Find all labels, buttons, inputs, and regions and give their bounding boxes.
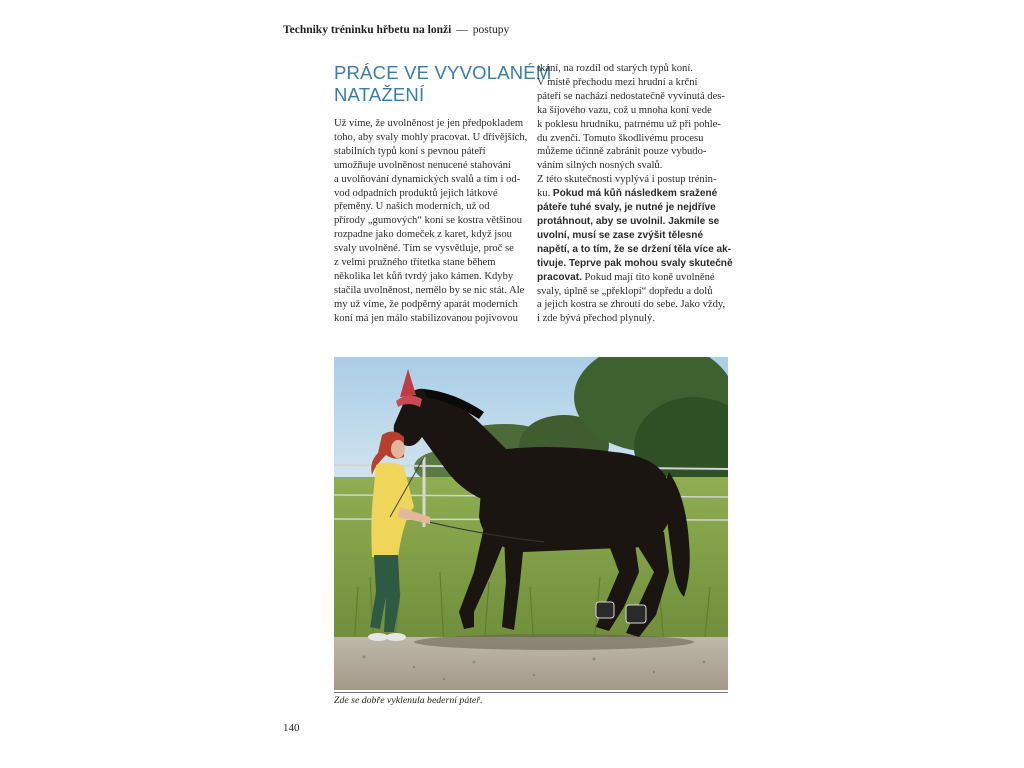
text-line: přírody „gumových“ koní se kostra většinou [334,215,523,227]
text-line: a uvolňování dynamických svalů a tím i od- [334,173,521,185]
text-line: umožňuje uvolněnost nenucené stahování [334,159,511,171]
text-line: přeměny. U našich moderních, už od [334,201,490,213]
heading-line: PRÁCE VE VYVOLANÉM [334,62,552,83]
photo-caption: Zde se dobře vyklenula bederní páteř. [334,695,483,706]
text-column-right [537,62,733,326]
text-line: i zde bývá přechod plynulý. [537,313,655,325]
text-line: páteří se nachází nedostatečně vyvinutá des- [537,90,725,102]
text-line-mixed [537,187,729,201]
page-number: 140 [283,722,300,734]
text-line: můžeme účinně zabránit pouze vybudo- [537,146,707,158]
text-line: k poklesu hrudníku, patrnému už při pohle- [537,118,721,130]
text-line: několika let kůň tvrdý jako kámen. Kdyby [334,270,514,282]
text-line: z velmi pružného třítetka stane během [334,257,496,269]
text-line-bold: napětí, a to tím, že se držení těla více ak- [537,243,732,255]
text-fragment: Pokud mají tito koně uvolněné [581,271,715,283]
text-line: Z této skutečnosti vyplývá i postup trénin- [537,174,717,186]
text-line: my už víme, že podpěrný aparát moderních [334,298,518,310]
text-line: stačila uvolněnost, nemělo by se nic stát. Ale [334,284,525,296]
text-fragment-bold: pracovat. [537,271,582,283]
text-line-bold: páteře tuhé svaly, je nutné je nejdříve [537,202,716,214]
text-line: toho, aby svaly mohly pracovat. U dřívějších, [334,131,528,143]
text-line: svaly uvolněné. Tím se vysvětluje, proč se [334,243,514,255]
text-line-bold: uvolní, musí se zase zvýšit tělesné [537,229,704,241]
text-column-left [334,117,526,326]
section-heading [334,62,552,106]
running-header-separator: — [456,24,468,36]
text-line: ka šíjového vazu, což u mnoha koní vede [537,104,712,116]
text-line: tkání, na rozdíl od starých typů koní. [537,63,693,74]
running-header-title: Techniky tréninku hřbetu na lonži [283,24,452,36]
heading-line: NATAŽENÍ [334,84,425,105]
text-fragment-bold: Pokud má kůň následkem sražené [552,188,718,200]
text-line-bold: protáhnout, aby se uvolnil. Jakmile se [537,215,720,227]
text-line-mixed [537,271,729,285]
text-line: V místě přechodu mezi hrudní a krční [537,76,698,88]
text-line: koní má jen málo stabilizovanou pojivovou [334,312,518,324]
text-line-bold: tivuje. Teprve pak mohou svaly skutečně [537,257,733,269]
running-header [283,24,509,36]
text-line: Už víme, že uvolněnost je jen předpokladem [334,118,524,129]
text-line: váním silných nosných svalů. [537,160,663,172]
horse-lunging-photo [334,357,728,690]
text-line: a jejich kostra se zhroutí do sebe. Jako vždy, [537,299,726,311]
text-line: du zvenčí. Tomuto škodlivému procesu [537,132,704,144]
text-line: rozpadne jako domeček z karet, když jsou [334,229,512,241]
text-fragment: ku. [537,188,553,200]
text-line: vod odpadních produktů jejich látkové [334,187,498,199]
running-header-section: postupy [472,24,510,36]
text-line: stabilních typů koní s pevnou páteří [334,145,486,157]
text-line: svaly, úplně se „překlopí“ dopředu a dolů [537,285,713,297]
caption-rule [334,692,728,693]
